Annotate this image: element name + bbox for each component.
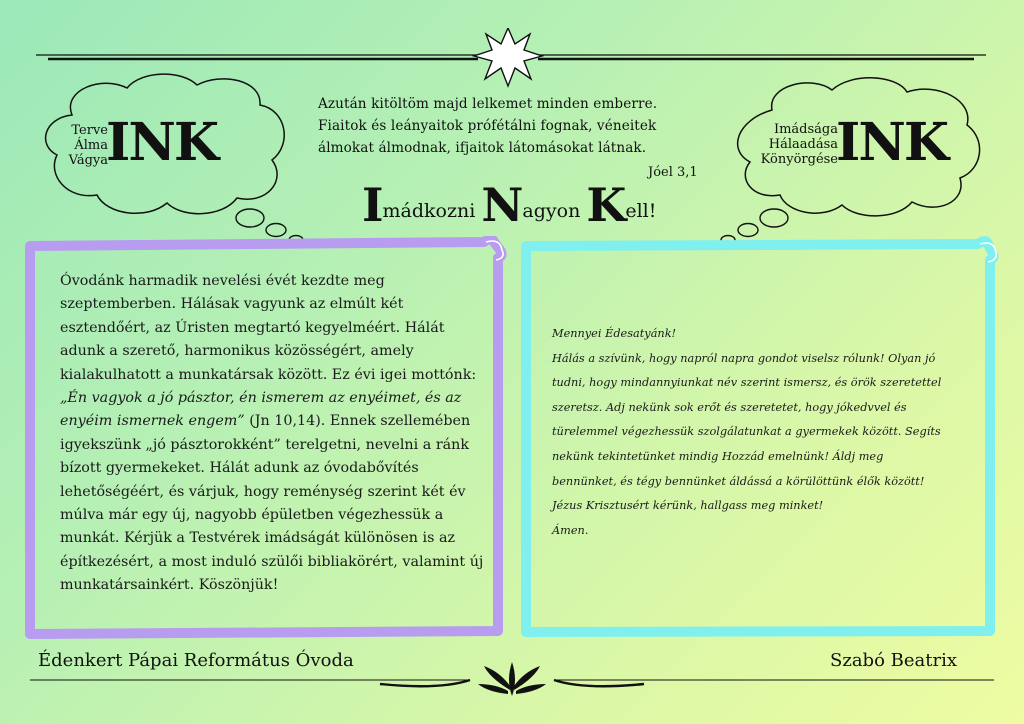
motto-word: agyon: [522, 200, 581, 222]
cloud-word: Imádsága: [773, 122, 838, 137]
prayer-line: nekünk tekintetünket mindig Hozzád emelnünk! Áldj meg: [552, 449, 884, 463]
motto-letter: I: [362, 178, 383, 232]
cloud-words: [746, 122, 838, 167]
motto: [362, 178, 656, 232]
motto-word: mádkozni: [382, 200, 476, 222]
star-icon: [474, 28, 542, 86]
author-name: Szabó Beatrix: [830, 650, 957, 671]
motto-verse: „Én vagyok a jó pásztor, én ismerem az enyéimet, és az enyéim ismernek engem”: [60, 390, 462, 430]
prayer-line: Hálás a szívünk, hogy napról napra gondot viselsz rólunk! Olyan jó: [552, 351, 936, 365]
cloud-ink-letters: INK: [106, 112, 218, 173]
prayer-line: Ámen.: [552, 523, 589, 537]
school-name: Édenkert Pápai Református Óvoda: [38, 650, 354, 671]
prayer-line: türelemmel végezhessük szolgálatunkat a gyermekek között. Segíts: [552, 425, 941, 439]
prayer-line: bennünket, és tégy bennünket áldássá a körülöttünk élők között!: [552, 474, 925, 488]
cloud-word: Terve: [71, 123, 108, 138]
left-paragraph-end: (Jn 10,14). Ennek szellemében igyekszünk „jó pásztorokként” terelgetni, nevelni a ránk bízott gyermekeket. Hálát adunk az óvodabővítés lehetőségéért, és várjuk, hogy reménység szerint két év múlva már egy új, nagyobb épületben végezhessük a munkát. Kérjük a Testvérek imádságát különösen is az építkezésért, a most induló szülői bibliakörért, valamint új munkatársainkért. Köszönjük!: [60, 413, 484, 594]
cloud-words: [54, 123, 108, 168]
right-thought-cloud: [712, 70, 992, 250]
quote-reference: Jóel 3,1: [648, 165, 698, 180]
cloud-ink-letters: INK: [836, 112, 948, 173]
left-panel-text: [60, 270, 490, 598]
bible-quote: [318, 93, 714, 159]
cloud-word: Könyörgése: [760, 152, 838, 167]
quote-line: Azután kitöltöm majd lelkemet minden emberre.: [318, 96, 658, 112]
quote-line: álmokat álmodnak, ifjaitok látomásokat látnak.: [318, 140, 647, 156]
quote-line: Fiaitok és leányaitok prófétálni fognak, véneitek: [318, 118, 657, 134]
prayer-text: [552, 322, 982, 543]
cloud-word: Hálaadása: [768, 137, 838, 152]
left-thought-cloud: [32, 70, 312, 250]
motto-letter: N: [481, 178, 523, 232]
prayer-line: Mennyei Édesatyánk!: [552, 327, 677, 340]
motto-word: ell!: [625, 200, 657, 222]
cloud-word: Vágya: [68, 153, 108, 168]
prayer-line: tudni, hogy mindannyiunkat név szerint ismersz, és örök szeretettel: [552, 376, 942, 390]
cloud-word: Álma: [74, 138, 108, 153]
prayer-line: Jézus Krisztusért kérünk, hallgass meg minket!: [552, 499, 824, 513]
motto-letter: K: [586, 178, 626, 232]
left-paragraph-start: Óvodánk harmadik nevelési évét kezdte meg szeptemberben. Hálásak vagyunk az elmúlt két esztendőért, az Úristen megtartó kegyelméért. Hálát adunk a szerető, harmonikus közösségért, amely kialakulhatott a munkatársak között. Ez évi igei mottónk:: [60, 273, 477, 383]
leaf-ornament-icon: [478, 662, 546, 696]
prayer-line: szeretsz. Adj nekünk sok erőt és szeretetet, hogy jókedvvel és: [552, 400, 907, 414]
